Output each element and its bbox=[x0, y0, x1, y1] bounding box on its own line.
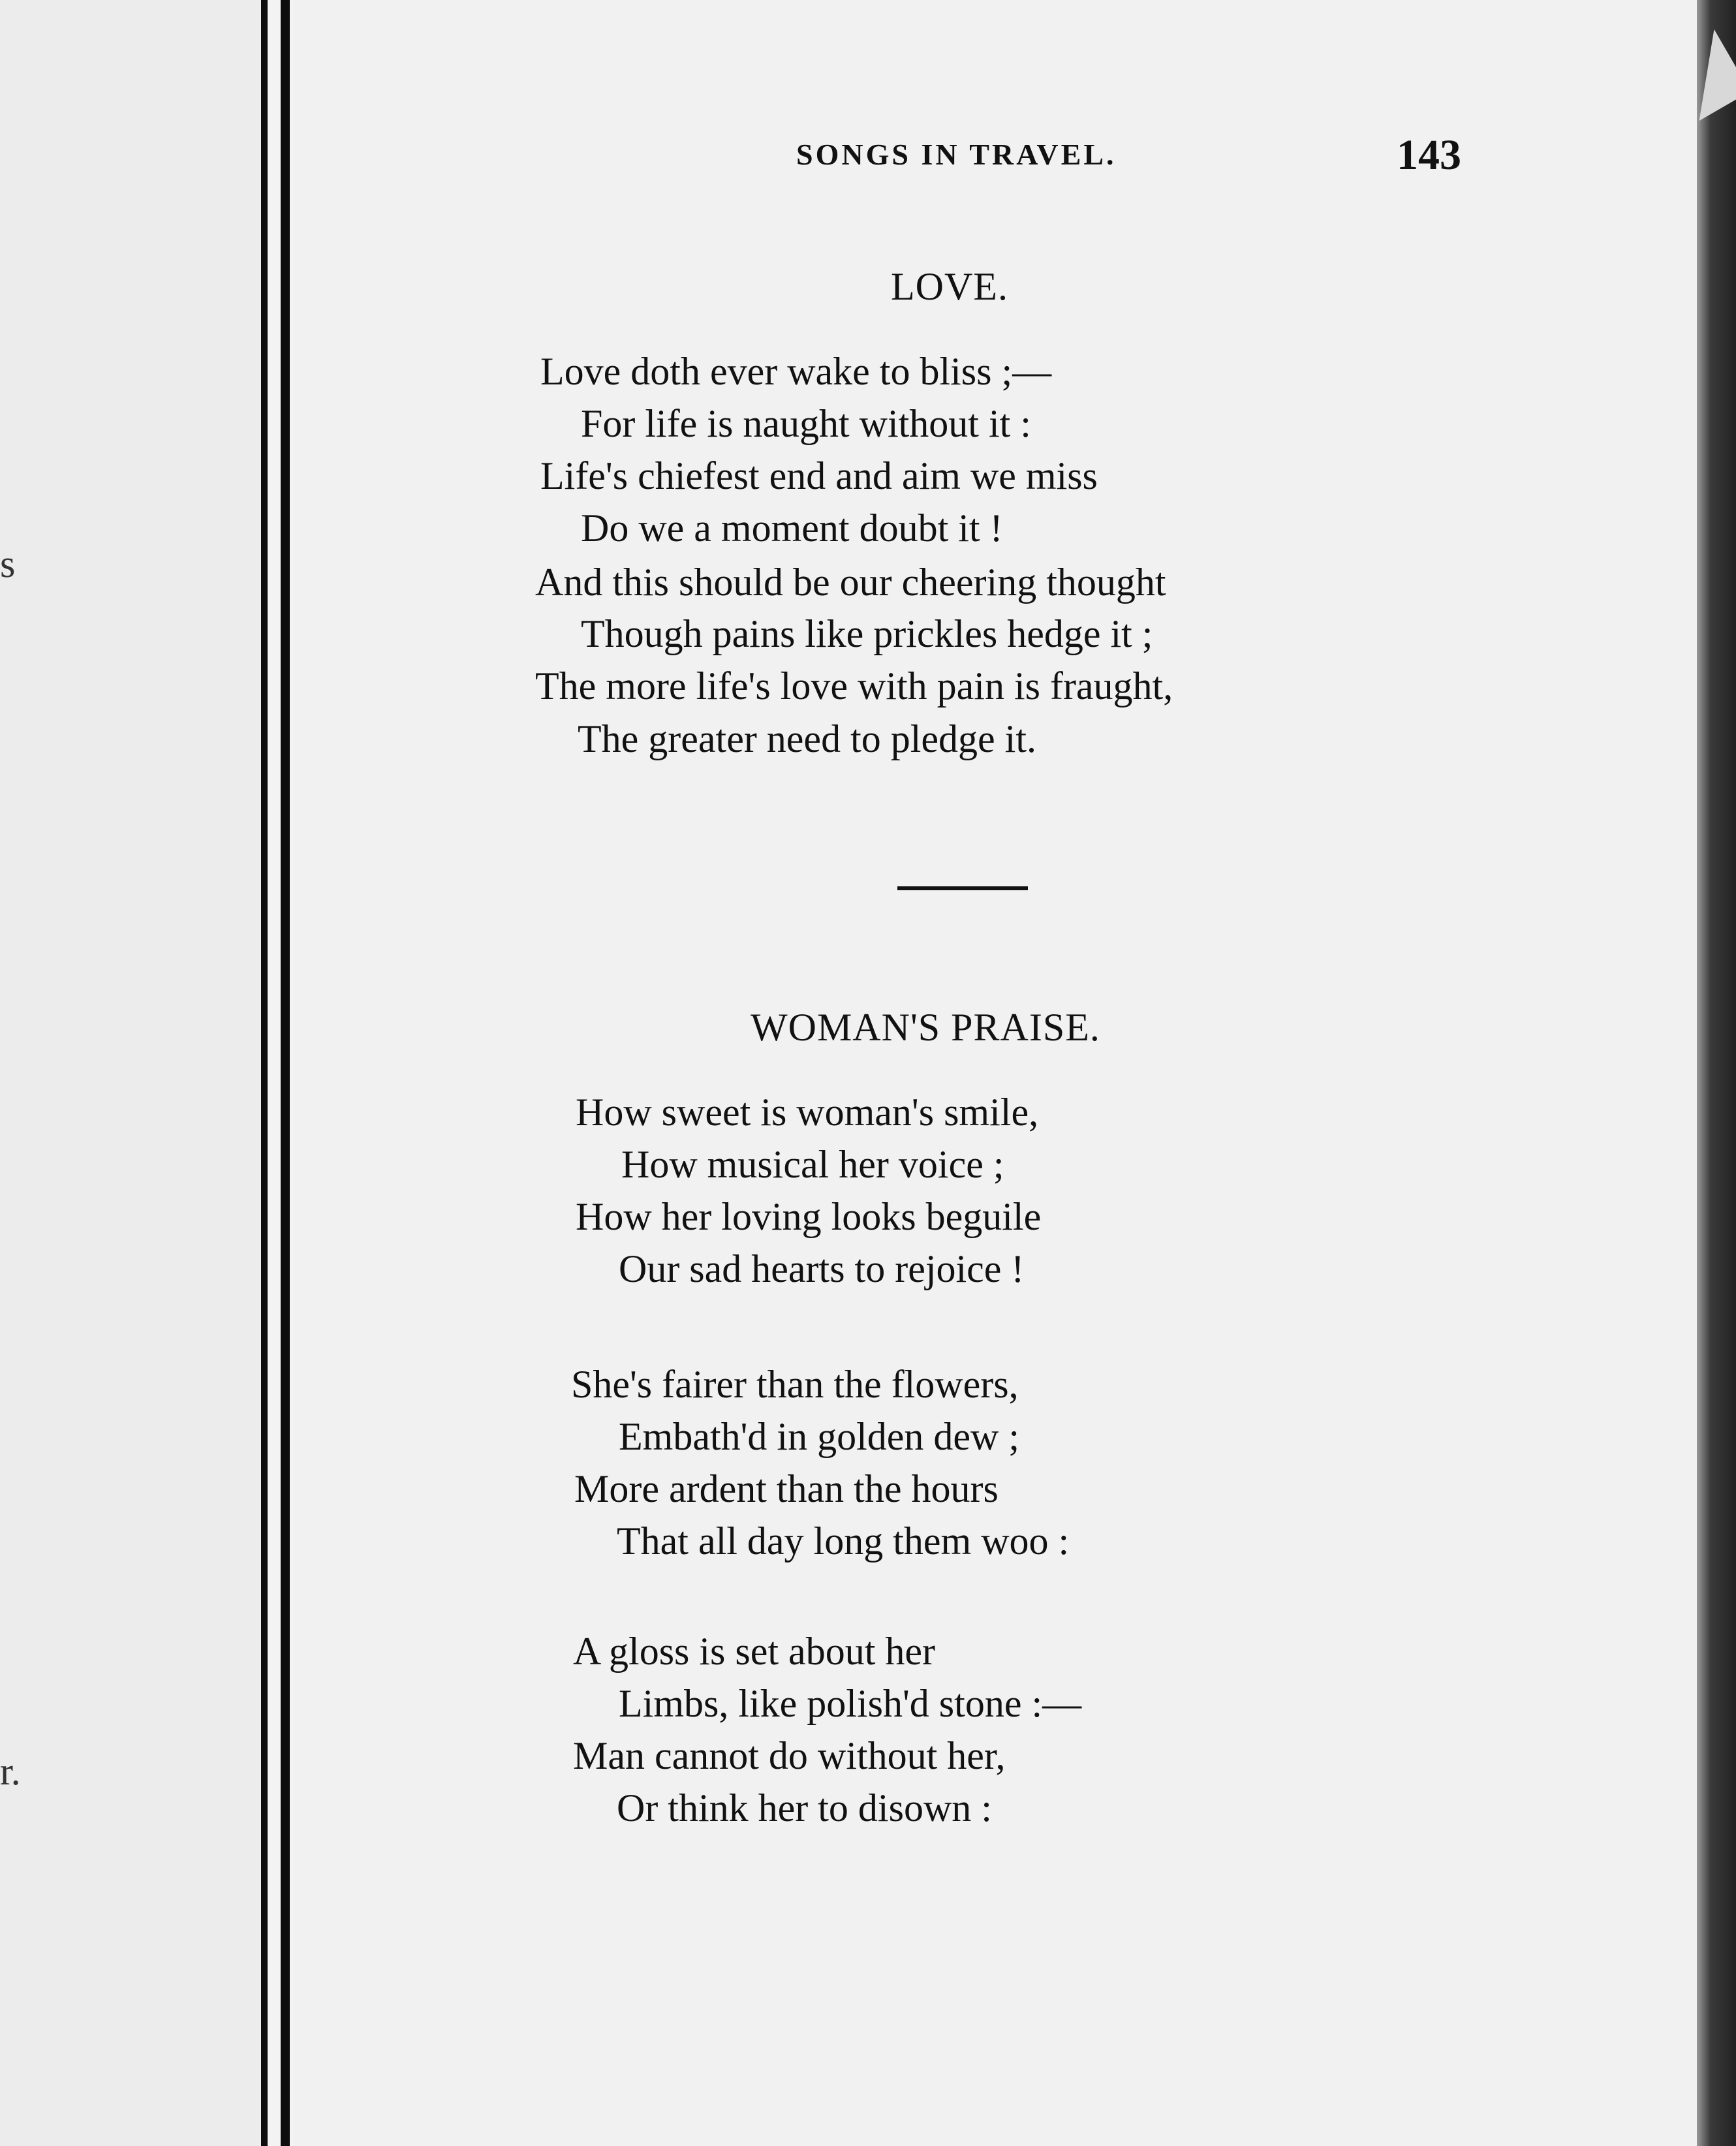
poem-line: The more life's love with pain is fraught, bbox=[535, 664, 1173, 708]
poem-line: For life is naught without it : bbox=[581, 402, 1031, 445]
poem-line: More ardent than the hours bbox=[574, 1467, 999, 1510]
facing-page-fragment: s bbox=[0, 542, 16, 585]
section-rule bbox=[897, 886, 1028, 890]
poem-line: Or think her to disown : bbox=[617, 1786, 992, 1829]
running-head: SONGS IN TRAVEL. bbox=[796, 138, 1117, 171]
facing-page-fragment: r. bbox=[0, 1750, 21, 1793]
book-edge bbox=[1697, 0, 1736, 2146]
page bbox=[294, 0, 1697, 2146]
poem-line: Life's chiefest end and aim we miss bbox=[540, 454, 1098, 497]
poem-line: Our sad hearts to rejoice ! bbox=[619, 1247, 1025, 1290]
poem-line: Do we a moment doubt it ! bbox=[581, 506, 1003, 550]
poem-title: WOMAN'S PRAISE. bbox=[751, 1006, 1100, 1049]
poem-line: And this should be our cheering thought bbox=[535, 561, 1166, 604]
poem-line: The greater need to pledge it. bbox=[578, 717, 1037, 760]
poem-line: That all day long them woo : bbox=[617, 1519, 1070, 1563]
poem-line: She's fairer than the flowers, bbox=[571, 1363, 1019, 1406]
page-number: 143 bbox=[1397, 131, 1461, 179]
poem-line: A gloss is set about her bbox=[573, 1630, 935, 1673]
poem-line: How her loving looks beguile bbox=[576, 1195, 1042, 1238]
poem-line: Embath'd in golden dew ; bbox=[619, 1415, 1020, 1458]
gutter-line bbox=[281, 0, 290, 2146]
poem-line: How sweet is woman's smile, bbox=[576, 1091, 1039, 1134]
poem-line: Love doth ever wake to bliss ;— bbox=[540, 350, 1052, 393]
poem-title: LOVE. bbox=[891, 265, 1008, 308]
poem-line: Limbs, like polish'd stone :— bbox=[619, 1682, 1082, 1725]
poem-line: Man cannot do without her, bbox=[573, 1734, 1006, 1777]
poem-line: How musical her voice ; bbox=[621, 1143, 1004, 1186]
poem-line: Though pains like prickles hedge it ; bbox=[581, 612, 1153, 655]
gutter-line bbox=[261, 0, 268, 2146]
facing-page bbox=[0, 0, 261, 2146]
